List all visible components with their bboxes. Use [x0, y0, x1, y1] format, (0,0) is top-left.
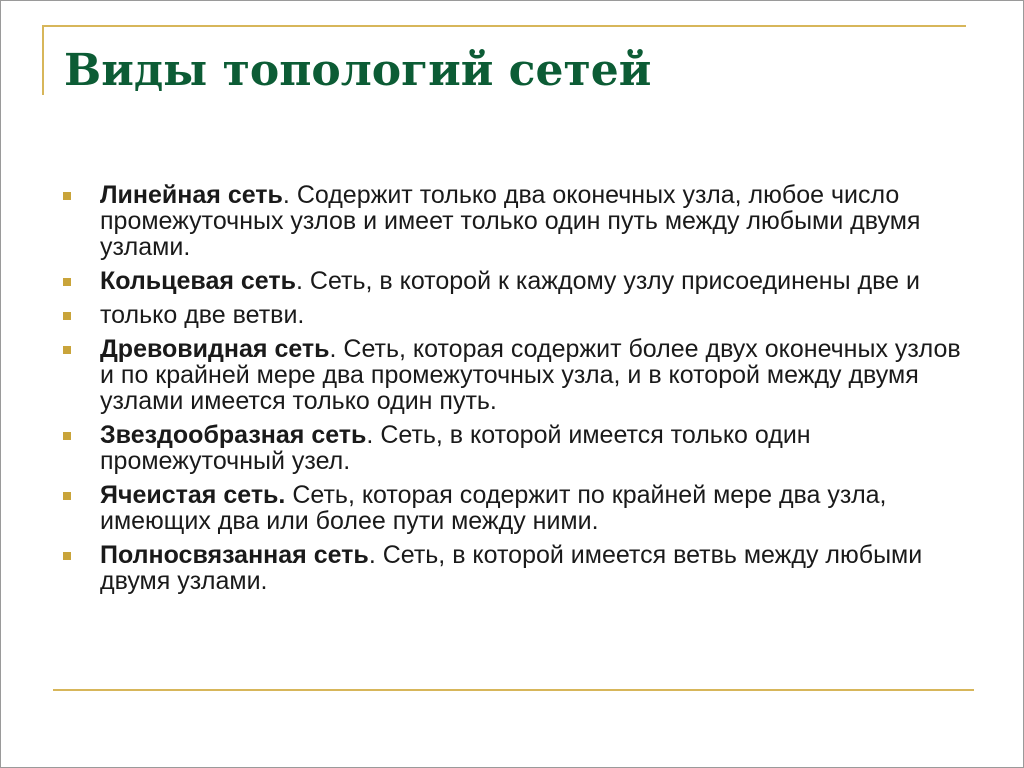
list-item: [63, 182, 963, 260]
item-text: Сеть, которая содержит по крайней мере два узла, имеющих два или более пути между ними.: [100, 481, 887, 535]
list-item: [63, 422, 963, 474]
bullet-square-icon: [63, 192, 71, 200]
top-rule: [42, 25, 966, 27]
item-term: Кольцевая сеть: [100, 267, 296, 295]
item-term: Ячеистая сеть.: [100, 481, 286, 509]
left-rule: [42, 25, 44, 95]
bullet-square-icon: [63, 346, 71, 354]
bullet-square-icon: [63, 312, 71, 320]
bullet-square-icon: [63, 552, 71, 560]
item-term: Древовидная сеть: [100, 335, 330, 363]
item-term: Звездообразная сеть: [100, 421, 367, 449]
item-text: . Сеть, в которой к каждому узлу присоединены две и: [296, 267, 920, 295]
item-text: . Сеть, в которой имеется ветвь между любыми двумя узлами.: [100, 541, 923, 595]
item-text: . Сеть, которая содержит более двух оконечных узлов и по крайней мере два промежуточных узла, и в которой между двумя узлами имеется только один путь.: [100, 335, 961, 415]
list-item: [63, 302, 963, 328]
bottom-rule: [53, 689, 974, 691]
list-item: [63, 542, 963, 594]
slide-title: Виды топологий сетей: [64, 45, 652, 96]
list-item: [63, 336, 963, 414]
bullet-list: [63, 182, 963, 602]
item-text: только две ветви.: [100, 301, 305, 329]
bullet-square-icon: [63, 432, 71, 440]
item-text: . Содержит только два оконечных узла, любое число промежуточных узлов и имеет только один путь между любыми двумя узлами.: [100, 181, 921, 261]
bullet-square-icon: [63, 278, 71, 286]
item-term: Линейная сеть: [100, 181, 283, 209]
item-term: Полносвязанная сеть: [100, 541, 369, 569]
bullet-square-icon: [63, 492, 71, 500]
list-item: [63, 482, 963, 534]
item-text: . Сеть, в которой имеется только один промежуточный узел.: [100, 421, 811, 475]
list-item: [63, 268, 963, 294]
